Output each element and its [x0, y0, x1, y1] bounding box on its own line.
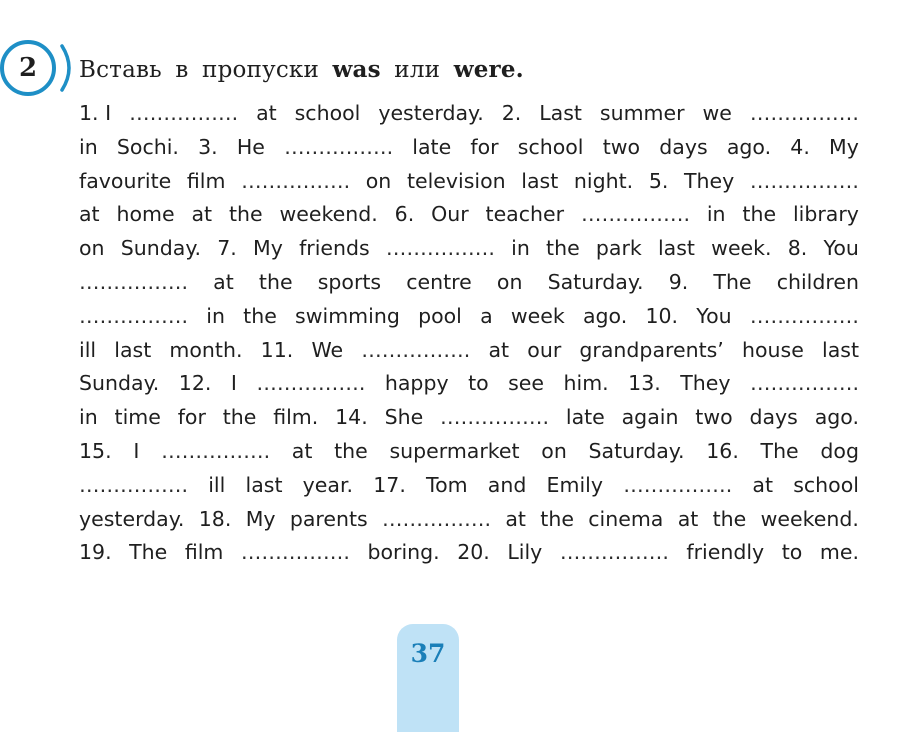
exercise-word: week. [711, 236, 772, 261]
exercise-word: You [696, 303, 732, 328]
exercise-word: for [177, 405, 206, 430]
exercise-word: children [776, 269, 859, 294]
exercise-word: 10. [645, 303, 679, 328]
exercise-word: 6. [394, 202, 415, 227]
exercise-word: 8. [787, 236, 808, 261]
exercise-word: at [291, 438, 313, 463]
answer-blank[interactable]: ……………. [79, 472, 189, 497]
exercise-word: the [540, 506, 574, 531]
exercise-word: our [527, 337, 562, 362]
exercise-word: on [79, 236, 105, 261]
exercise-word: 12. [178, 371, 212, 396]
exercise-word: a [480, 303, 493, 328]
exercise-word: centre [406, 269, 472, 294]
exercise-word: My [829, 134, 859, 159]
exercise-line [79, 469, 859, 503]
exercise-word: 11. [260, 337, 294, 362]
exercise-word: 15. [79, 438, 112, 463]
exercise-word: Sochi. [116, 134, 179, 159]
exercise-word: the [228, 202, 263, 227]
exercise-word: the [222, 405, 257, 430]
answer-blank[interactable]: ……………. [161, 438, 271, 463]
exercise-word: 2. [501, 101, 522, 125]
task-instruction [79, 56, 524, 83]
exercise-word: cinema [588, 506, 664, 531]
exercise-word: The [129, 540, 168, 565]
exercise-word: in [79, 405, 98, 430]
exercise-word: favourite [79, 168, 172, 193]
exercise-word: late [565, 405, 605, 430]
exercise-word: at [79, 202, 100, 227]
exercise-word: 5. [648, 168, 669, 193]
exercise-word: at [488, 337, 510, 362]
exercise-word: teacher [485, 202, 565, 227]
exercise-word: at [256, 101, 277, 125]
exercise-word: He [236, 134, 265, 159]
exercise-word: Last [539, 101, 582, 125]
answer-blank[interactable]: ……………. [749, 101, 859, 125]
exercise-word: on [496, 269, 523, 294]
answer-blank[interactable]: ……………. [129, 101, 239, 125]
exercise-word: the [258, 269, 293, 294]
exercise-word: weekend. [279, 202, 378, 227]
exercise-word: My [245, 506, 276, 531]
exercise-word: Sunday. [120, 236, 202, 261]
page-number: 37 [410, 639, 446, 668]
exercise-line [79, 367, 859, 401]
exercise-word: Saturday. [547, 269, 644, 294]
exercise-word: They [680, 371, 731, 396]
exercise-word: My [253, 236, 283, 261]
exercise-word: time [114, 405, 161, 430]
exercise-word: again [621, 405, 679, 430]
exercise-word: Our [431, 202, 469, 227]
exercise-word: week [510, 303, 565, 328]
exercise-word: at [191, 202, 213, 227]
task-number: 2 [18, 53, 38, 83]
exercise-word: two [695, 405, 733, 430]
answer-blank[interactable]: ……………. [559, 540, 669, 565]
exercise-word: in [206, 303, 225, 328]
exercise-word: They [684, 168, 735, 193]
exercise-word: The [760, 438, 799, 463]
exercise-word: at [213, 269, 234, 294]
exercise-word: late [412, 134, 452, 159]
exercise-word: 16. [706, 438, 739, 463]
exercise-word: Saturday. [588, 438, 685, 463]
answer-blank[interactable]: ……………. [284, 134, 394, 159]
exercise-word: pool [418, 303, 462, 328]
exercise-line [79, 131, 859, 165]
exercise-word: 18. [198, 506, 232, 531]
exercise-word: yesterday. [79, 506, 185, 531]
exercise-word: parents [289, 506, 368, 531]
exercise-word: friends [299, 236, 370, 261]
exercise-word: month. [169, 337, 243, 362]
exercise-word: I [230, 371, 237, 396]
exercise-word: sports [317, 269, 382, 294]
exercise-word: Emily [546, 472, 603, 497]
task-bracket-decoration [58, 44, 80, 92]
exercise-word: in [706, 202, 726, 227]
exercise-word: ill [79, 337, 97, 362]
exercise-word: Sunday. [79, 371, 160, 396]
exercise-line [79, 232, 859, 266]
answer-blank[interactable]: ……………. [240, 540, 350, 565]
exercise-word: 9. [668, 269, 689, 294]
exercise-word: ago. [582, 303, 628, 328]
exercise-word: the [334, 438, 368, 463]
answer-blank[interactable]: ……………. [580, 202, 690, 227]
exercise-word: 17. [373, 472, 406, 497]
exercise-word: days [749, 405, 798, 430]
exercise-word: supermarket [389, 438, 520, 463]
exercise-word: the [712, 506, 747, 531]
exercise-word: house [742, 337, 804, 362]
exercise-word: to [781, 540, 803, 565]
exercise-word: 1. I [79, 101, 112, 125]
answer-blank[interactable]: ……………. [382, 506, 492, 531]
exercise-line [79, 401, 859, 435]
instruction-word-were: were. [453, 56, 524, 83]
exercise-word: ago. [726, 134, 772, 159]
exercise-word: last [521, 168, 559, 193]
exercise-word: school [793, 472, 859, 497]
exercise-word: on [541, 438, 567, 463]
exercise-word: last [657, 236, 695, 261]
task-number-badge [0, 40, 56, 96]
exercise-word: on [365, 168, 392, 193]
exercise-word: the [546, 236, 580, 261]
exercise-word: 3. [198, 134, 218, 159]
exercise-word: night. [573, 168, 634, 193]
answer-blank[interactable]: ……………. [749, 303, 859, 328]
answer-blank[interactable]: ……………. [385, 236, 495, 261]
answer-blank[interactable]: ……………. [623, 472, 733, 497]
exercise-word: film [184, 540, 224, 565]
exercise-word: I [133, 438, 140, 463]
answer-blank[interactable]: ……………. [749, 371, 859, 396]
exercise-word: home [116, 202, 175, 227]
exercise-word: two [602, 134, 641, 159]
exercise-word: me. [819, 540, 859, 565]
exercise-line [79, 536, 859, 570]
exercise-word: at [752, 472, 774, 497]
exercise-word: 20. [457, 540, 490, 565]
exercise-word: swimming [295, 303, 400, 328]
exercise-line [79, 97, 859, 131]
exercise-word: to [468, 371, 489, 396]
answer-blank[interactable]: ……………. [79, 303, 189, 328]
answer-blank[interactable]: ……………. [749, 168, 859, 193]
exercise-line [79, 334, 859, 368]
exercise-word: television [406, 168, 506, 193]
exercise-word: last [822, 337, 859, 362]
exercise-word: 4. [790, 134, 810, 159]
exercise-word: 19. [79, 540, 112, 565]
exercise-word: 14. [335, 405, 368, 430]
exercise-word: last [245, 472, 283, 497]
answer-blank[interactable]: ……………. [241, 168, 351, 193]
exercise-word: school [294, 101, 361, 125]
exercise-word: in [79, 134, 98, 159]
exercise-line [79, 165, 859, 199]
exercise-word: weekend. [760, 506, 859, 531]
exercise-word: ago. [814, 405, 859, 430]
exercise-word: boring. [367, 540, 440, 565]
exercise-word: the [742, 202, 777, 227]
exercise-word: last [114, 337, 152, 362]
exercise-word: year. [302, 472, 354, 497]
exercise-word: we [702, 101, 732, 125]
exercise-text [79, 97, 859, 570]
exercise-word: film [186, 168, 226, 193]
exercise-word: happy [384, 371, 449, 396]
exercise-word: park [595, 236, 642, 261]
exercise-word: yesterday. [378, 101, 484, 125]
exercise-word: in [511, 236, 530, 261]
exercise-word: at [677, 506, 699, 531]
exercise-word: see [508, 371, 545, 396]
exercise-word: summer [599, 101, 685, 125]
answer-blank[interactable]: ……………. [361, 337, 471, 362]
exercise-word: Lily [507, 540, 543, 565]
exercise-line [79, 503, 859, 537]
exercise-word: for [470, 134, 499, 159]
exercise-word: at [505, 506, 526, 531]
exercise-line [79, 266, 859, 300]
answer-blank[interactable]: ……………. [440, 405, 550, 430]
exercise-word: library [792, 202, 859, 227]
exercise-word: him. [563, 371, 609, 396]
exercise-line [79, 300, 859, 334]
exercise-word: dog [820, 438, 859, 463]
answer-blank[interactable]: ……………. [79, 269, 189, 294]
answer-blank[interactable]: ……………. [256, 371, 366, 396]
exercise-word: 13. [628, 371, 661, 396]
exercise-word: You [823, 236, 859, 261]
exercise-word: She [384, 405, 424, 430]
instruction-connector: или [380, 57, 454, 83]
exercise-word: The [713, 269, 752, 294]
exercise-word: grandparents’ [579, 337, 724, 362]
exercise-line [79, 435, 859, 469]
exercise-word: friendly [686, 540, 765, 565]
instruction-text: Вставь в пропуски [79, 57, 333, 83]
exercise-word: We [311, 337, 344, 362]
exercise-word: and [487, 472, 527, 497]
exercise-word: school [517, 134, 584, 159]
exercise-word: film. [273, 405, 319, 430]
exercise-word: days [659, 134, 708, 159]
exercise-word: ill [208, 472, 226, 497]
exercise-word: 7. [217, 236, 237, 261]
exercise-word: Tom [426, 472, 468, 497]
instruction-word-was: was [332, 56, 381, 83]
exercise-word: the [243, 303, 277, 328]
exercise-line [79, 198, 859, 232]
